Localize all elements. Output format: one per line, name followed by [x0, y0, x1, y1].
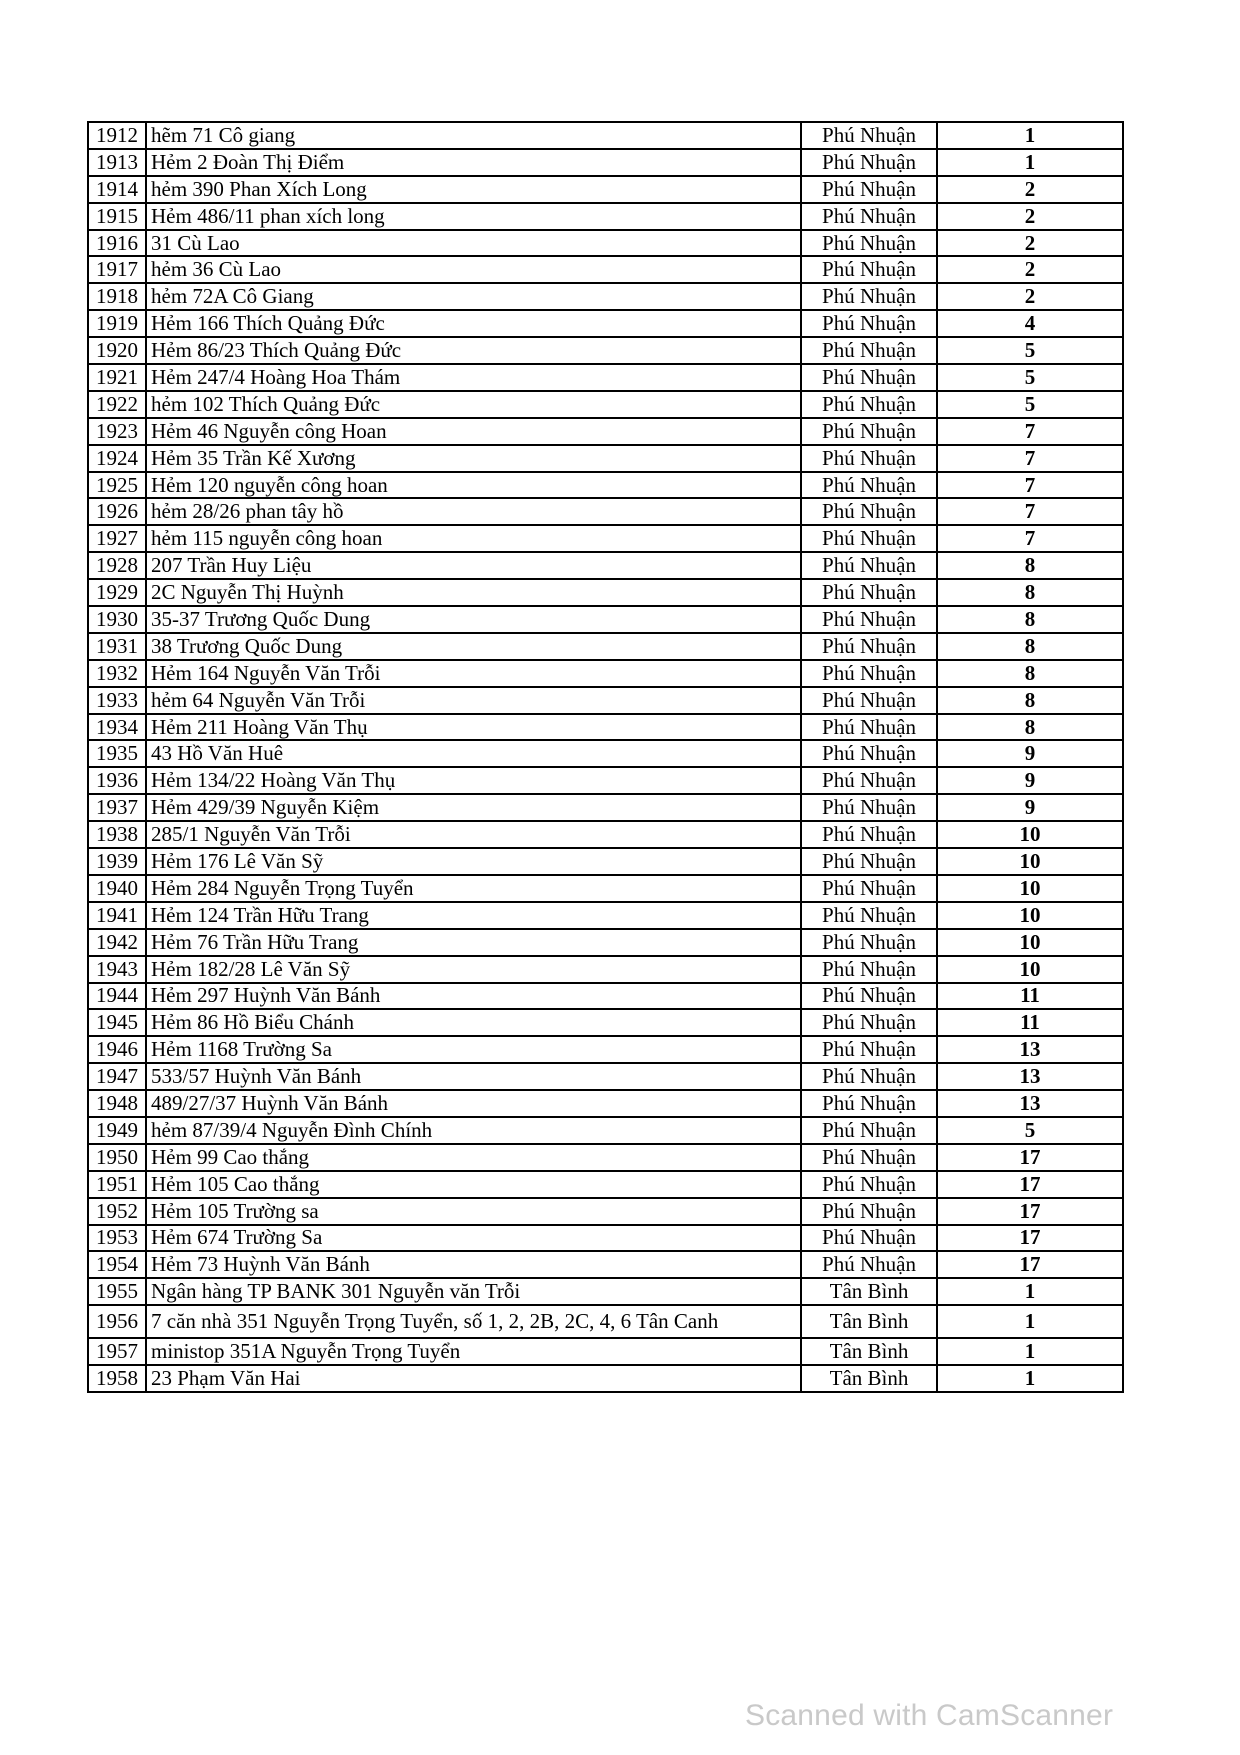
row-district: Phú Nhuận — [801, 149, 937, 176]
row-number: 1912 — [88, 122, 146, 149]
row-ward: 13 — [937, 1063, 1123, 1090]
row-district: Phú Nhuận — [801, 1117, 937, 1144]
row-district: Tân Bình — [801, 1305, 937, 1338]
row-ward: 1 — [937, 149, 1123, 176]
table-row — [88, 1251, 1123, 1278]
row-number: 1917 — [88, 256, 146, 283]
row-number: 1931 — [88, 633, 146, 660]
address-table — [87, 121, 1124, 1393]
row-number: 1952 — [88, 1198, 146, 1225]
table-row — [88, 929, 1123, 956]
table-row — [88, 956, 1123, 983]
camscanner-watermark: Scanned with CamScanner — [745, 1699, 1114, 1732]
row-address: Ngân hàng TP BANK 301 Nguyễn văn Trỗi — [146, 1278, 801, 1305]
row-address: 533/57 Huỳnh Văn Bánh — [146, 1063, 801, 1090]
table-row — [88, 687, 1123, 714]
row-ward: 2 — [937, 230, 1123, 257]
row-district: Phú Nhuận — [801, 1225, 937, 1252]
row-district: Phú Nhuận — [801, 1009, 937, 1036]
row-ward: 17 — [937, 1144, 1123, 1171]
row-ward: 8 — [937, 633, 1123, 660]
row-ward: 13 — [937, 1036, 1123, 1063]
row-ward: 1 — [937, 122, 1123, 149]
row-number: 1934 — [88, 714, 146, 741]
table-row — [88, 606, 1123, 633]
row-number: 1947 — [88, 1063, 146, 1090]
row-ward: 7 — [937, 418, 1123, 445]
row-number: 1937 — [88, 794, 146, 821]
table-row — [88, 149, 1123, 176]
row-district: Phú Nhuận — [801, 122, 937, 149]
table-row — [88, 445, 1123, 472]
table-row — [88, 1063, 1123, 1090]
row-ward: 1 — [937, 1278, 1123, 1305]
row-ward: 13 — [937, 1090, 1123, 1117]
row-number: 1921 — [88, 364, 146, 391]
row-district: Phú Nhuận — [801, 552, 937, 579]
row-ward: 10 — [937, 956, 1123, 983]
row-address: Hẻm 674 Trường Sa — [146, 1225, 801, 1252]
row-address: hẽm 71 Cô giang — [146, 122, 801, 149]
row-address: 2C Nguyễn Thị Huỳnh — [146, 579, 801, 606]
table-row — [88, 794, 1123, 821]
row-district: Phú Nhuận — [801, 364, 937, 391]
row-number: 1940 — [88, 875, 146, 902]
table-row — [88, 821, 1123, 848]
row-number: 1930 — [88, 606, 146, 633]
row-number: 1925 — [88, 472, 146, 499]
row-ward: 10 — [937, 821, 1123, 848]
row-district: Phú Nhuận — [801, 687, 937, 714]
row-ward: 10 — [937, 875, 1123, 902]
row-ward: 2 — [937, 256, 1123, 283]
row-address: 23 Phạm Văn Hai — [146, 1365, 801, 1392]
row-number: 1923 — [88, 418, 146, 445]
table-row — [88, 391, 1123, 418]
row-address: Hẻm 284 Nguyễn Trọng Tuyển — [146, 875, 801, 902]
row-district: Phú Nhuận — [801, 660, 937, 687]
row-number: 1950 — [88, 1144, 146, 1171]
row-number: 1957 — [88, 1338, 146, 1365]
row-number: 1949 — [88, 1117, 146, 1144]
row-number: 1922 — [88, 391, 146, 418]
row-number: 1927 — [88, 525, 146, 552]
row-number: 1958 — [88, 1365, 146, 1392]
row-ward: 11 — [937, 983, 1123, 1010]
row-address: 285/1 Nguyễn Văn Trỗi — [146, 821, 801, 848]
row-address: Hẻm 166 Thích Quảng Đức — [146, 310, 801, 337]
row-address: Hẻm 76 Trần Hữu Trang — [146, 929, 801, 956]
row-address: 207 Trần Huy Liệu — [146, 552, 801, 579]
row-number: 1938 — [88, 821, 146, 848]
row-district: Tân Bình — [801, 1338, 937, 1365]
row-ward: 17 — [937, 1198, 1123, 1225]
row-number: 1954 — [88, 1251, 146, 1278]
row-district: Phú Nhuận — [801, 794, 937, 821]
row-district: Phú Nhuận — [801, 1090, 937, 1117]
row-number: 1914 — [88, 176, 146, 203]
row-district: Phú Nhuận — [801, 740, 937, 767]
row-address: hẻm 72A Cô Giang — [146, 283, 801, 310]
row-district: Phú Nhuận — [801, 875, 937, 902]
row-ward: 1 — [937, 1338, 1123, 1365]
row-address: ministop 351A Nguyễn Trọng Tuyển — [146, 1338, 801, 1365]
table-row — [88, 122, 1123, 149]
row-number: 1944 — [88, 983, 146, 1010]
row-district: Phú Nhuận — [801, 391, 937, 418]
row-number: 1943 — [88, 956, 146, 983]
table-row — [88, 203, 1123, 230]
table-row — [88, 714, 1123, 741]
row-number: 1919 — [88, 310, 146, 337]
row-ward: 9 — [937, 740, 1123, 767]
table-row — [88, 498, 1123, 525]
table-row — [88, 1278, 1123, 1305]
table-row — [88, 283, 1123, 310]
row-ward: 7 — [937, 498, 1123, 525]
row-ward: 2 — [937, 203, 1123, 230]
row-district: Phú Nhuận — [801, 1063, 937, 1090]
row-address: Hẻm 46 Nguyễn công Hoan — [146, 418, 801, 445]
table-row — [88, 176, 1123, 203]
row-district: Phú Nhuận — [801, 606, 937, 633]
row-address: Hẻm 247/4 Hoàng Hoa Thám — [146, 364, 801, 391]
row-address: 43 Hồ Văn Huê — [146, 740, 801, 767]
row-ward: 11 — [937, 1009, 1123, 1036]
row-number: 1951 — [88, 1171, 146, 1198]
row-district: Phú Nhuận — [801, 1171, 937, 1198]
row-district: Phú Nhuận — [801, 472, 937, 499]
row-district: Phú Nhuận — [801, 1198, 937, 1225]
table-row — [88, 1305, 1123, 1338]
row-ward: 8 — [937, 579, 1123, 606]
row-address: Hẻm 1168 Trường Sa — [146, 1036, 801, 1063]
row-district: Phú Nhuận — [801, 714, 937, 741]
table-row — [88, 579, 1123, 606]
row-number: 1915 — [88, 203, 146, 230]
row-ward: 9 — [937, 794, 1123, 821]
row-district: Phú Nhuận — [801, 310, 937, 337]
row-district: Phú Nhuận — [801, 767, 937, 794]
row-district: Tân Bình — [801, 1365, 937, 1392]
row-ward: 17 — [937, 1225, 1123, 1252]
row-ward: 8 — [937, 552, 1123, 579]
row-number: 1928 — [88, 552, 146, 579]
table-row — [88, 767, 1123, 794]
row-number: 1913 — [88, 149, 146, 176]
row-number: 1918 — [88, 283, 146, 310]
table-row — [88, 1009, 1123, 1036]
row-number: 1935 — [88, 740, 146, 767]
table-row — [88, 1144, 1123, 1171]
row-address: 38 Trương Quốc Dung — [146, 633, 801, 660]
row-number: 1920 — [88, 337, 146, 364]
row-ward: 8 — [937, 687, 1123, 714]
row-address: Hẻm 105 Cao thắng — [146, 1171, 801, 1198]
row-number: 1956 — [88, 1305, 146, 1338]
row-ward: 2 — [937, 176, 1123, 203]
row-number: 1924 — [88, 445, 146, 472]
row-ward: 1 — [937, 1305, 1123, 1338]
row-address: Hẻm 2 Đoàn Thị Điểm — [146, 149, 801, 176]
row-district: Phú Nhuận — [801, 633, 937, 660]
row-address: Hẻm 86/23 Thích Quảng Đức — [146, 337, 801, 364]
row-number: 1946 — [88, 1036, 146, 1063]
row-ward: 10 — [937, 929, 1123, 956]
row-ward: 1 — [937, 1365, 1123, 1392]
row-ward: 8 — [937, 606, 1123, 633]
row-address: Hẻm 164 Nguyễn Văn Trỗi — [146, 660, 801, 687]
row-address: hẻm 390 Phan Xích Long — [146, 176, 801, 203]
row-district: Phú Nhuận — [801, 902, 937, 929]
row-district: Phú Nhuận — [801, 1144, 937, 1171]
table-row — [88, 1036, 1123, 1063]
row-ward: 17 — [937, 1251, 1123, 1278]
row-address: hẻm 36 Cù Lao — [146, 256, 801, 283]
row-district: Phú Nhuận — [801, 983, 937, 1010]
row-address: 7 căn nhà 351 Nguyễn Trọng Tuyển, số 1, 2, 2B, 2C, 4, 6 Tân Canh — [146, 1305, 801, 1338]
row-address: Hẻm 134/22 Hoàng Văn Thụ — [146, 767, 801, 794]
table-row — [88, 1365, 1123, 1392]
row-district: Phú Nhuận — [801, 498, 937, 525]
row-number: 1945 — [88, 1009, 146, 1036]
table-row — [88, 660, 1123, 687]
row-number: 1916 — [88, 230, 146, 257]
row-district: Phú Nhuận — [801, 1251, 937, 1278]
row-number: 1933 — [88, 687, 146, 714]
row-district: Phú Nhuận — [801, 337, 937, 364]
row-address: Hẻm 99 Cao thắng — [146, 1144, 801, 1171]
row-ward: 8 — [937, 714, 1123, 741]
address-table-body — [88, 122, 1123, 1392]
row-ward: 7 — [937, 525, 1123, 552]
row-number: 1939 — [88, 848, 146, 875]
row-ward: 17 — [937, 1171, 1123, 1198]
table-row — [88, 1171, 1123, 1198]
table-row — [88, 364, 1123, 391]
row-address: Hẻm 429/39 Nguyễn Kiệm — [146, 794, 801, 821]
table-row — [88, 875, 1123, 902]
row-ward: 5 — [937, 364, 1123, 391]
row-ward: 9 — [937, 767, 1123, 794]
table-row — [88, 418, 1123, 445]
row-ward: 7 — [937, 445, 1123, 472]
row-ward: 10 — [937, 848, 1123, 875]
row-address: Hẻm 120 nguyễn công hoan — [146, 472, 801, 499]
table-row — [88, 525, 1123, 552]
table-row — [88, 1338, 1123, 1365]
row-address: hẻm 64 Nguyễn Văn Trỗi — [146, 687, 801, 714]
table-row — [88, 1090, 1123, 1117]
row-district: Phú Nhuận — [801, 230, 937, 257]
row-address: Hẻm 182/28 Lê Văn Sỹ — [146, 956, 801, 983]
row-district: Phú Nhuận — [801, 418, 937, 445]
row-district: Tân Bình — [801, 1278, 937, 1305]
row-ward: 10 — [937, 902, 1123, 929]
row-number: 1942 — [88, 929, 146, 956]
row-number: 1941 — [88, 902, 146, 929]
row-number: 1948 — [88, 1090, 146, 1117]
table-row — [88, 983, 1123, 1010]
row-address: Hẻm 35 Trần Kế Xương — [146, 445, 801, 472]
row-district: Phú Nhuận — [801, 821, 937, 848]
table-row — [88, 230, 1123, 257]
row-number: 1936 — [88, 767, 146, 794]
row-address: hẻm 87/39/4 Nguyễn Đình Chính — [146, 1117, 801, 1144]
row-address: Hẻm 105 Trường sa — [146, 1198, 801, 1225]
row-address: Hẻm 297 Huỳnh Văn Bánh — [146, 983, 801, 1010]
table-row — [88, 1198, 1123, 1225]
row-number: 1953 — [88, 1225, 146, 1252]
table-row — [88, 337, 1123, 364]
row-address: hẻm 115 nguyễn công hoan — [146, 525, 801, 552]
table-row — [88, 472, 1123, 499]
row-district: Phú Nhuận — [801, 283, 937, 310]
table-row — [88, 256, 1123, 283]
row-ward: 8 — [937, 660, 1123, 687]
row-district: Phú Nhuận — [801, 956, 937, 983]
table-row — [88, 1225, 1123, 1252]
row-district: Phú Nhuận — [801, 579, 937, 606]
row-district: Phú Nhuận — [801, 848, 937, 875]
table-row — [88, 310, 1123, 337]
row-ward: 5 — [937, 1117, 1123, 1144]
row-address: Hẻm 124 Trần Hữu Trang — [146, 902, 801, 929]
row-district: Phú Nhuận — [801, 445, 937, 472]
row-ward: 5 — [937, 337, 1123, 364]
row-district: Phú Nhuận — [801, 203, 937, 230]
row-number: 1955 — [88, 1278, 146, 1305]
row-address: Hẻm 73 Huỳnh Văn Bánh — [146, 1251, 801, 1278]
table-row — [88, 848, 1123, 875]
row-address: 35-37 Trương Quốc Dung — [146, 606, 801, 633]
row-district: Phú Nhuận — [801, 256, 937, 283]
row-address: hẻm 28/26 phan tây hồ — [146, 498, 801, 525]
table-row — [88, 552, 1123, 579]
table-row — [88, 633, 1123, 660]
table-row — [88, 902, 1123, 929]
row-district: Phú Nhuận — [801, 525, 937, 552]
table-row — [88, 1117, 1123, 1144]
row-address: Hẻm 86 Hồ Biểu Chánh — [146, 1009, 801, 1036]
row-number: 1932 — [88, 660, 146, 687]
row-ward: 2 — [937, 283, 1123, 310]
row-address: Hẻm 176 Lê Văn Sỹ — [146, 848, 801, 875]
row-district: Phú Nhuận — [801, 176, 937, 203]
row-district: Phú Nhuận — [801, 929, 937, 956]
table-row — [88, 740, 1123, 767]
row-address: hẻm 102 Thích Quảng Đức — [146, 391, 801, 418]
row-district: Phú Nhuận — [801, 1036, 937, 1063]
row-ward: 4 — [937, 310, 1123, 337]
row-ward: 5 — [937, 391, 1123, 418]
row-number: 1926 — [88, 498, 146, 525]
row-number: 1929 — [88, 579, 146, 606]
row-address: 31 Cù Lao — [146, 230, 801, 257]
row-address: 489/27/37 Huỳnh Văn Bánh — [146, 1090, 801, 1117]
row-address: Hẻm 486/11 phan xích long — [146, 203, 801, 230]
row-address: Hẻm 211 Hoàng Văn Thụ — [146, 714, 801, 741]
row-ward: 7 — [937, 472, 1123, 499]
